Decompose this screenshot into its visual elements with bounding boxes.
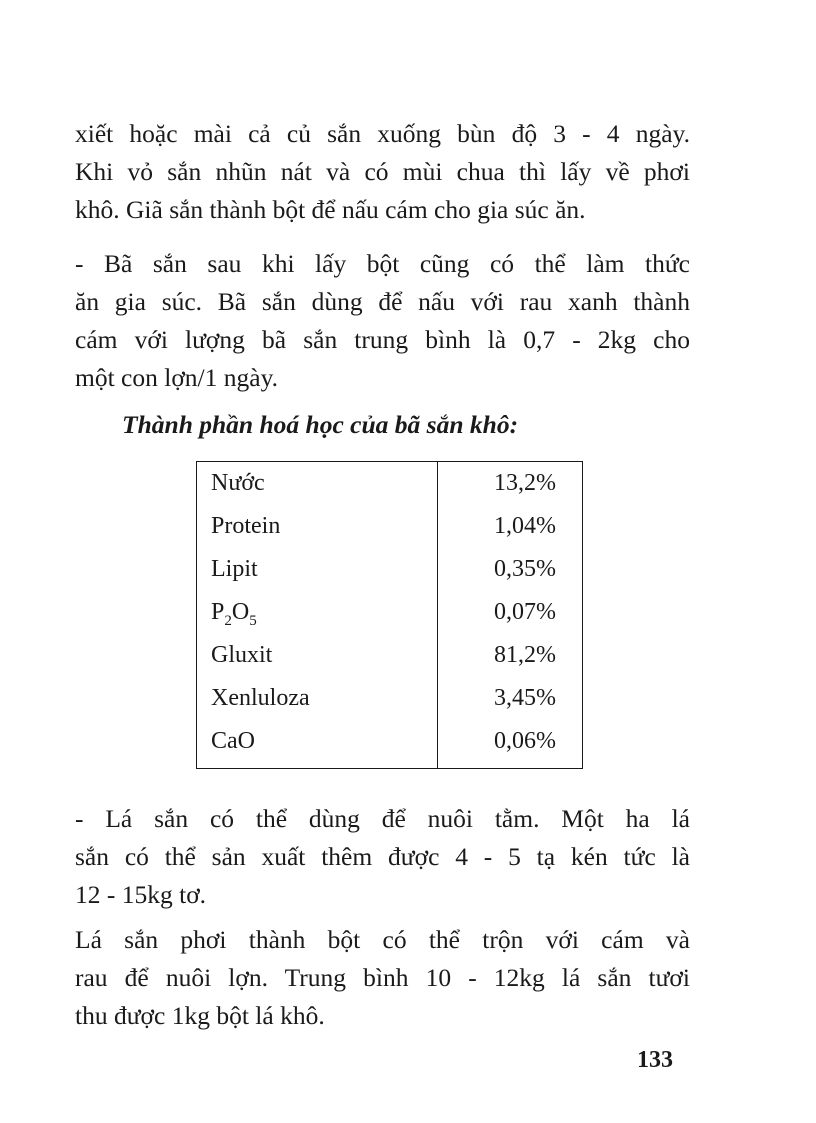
text-line: khô. Giã sắn thành bột để nấu cám cho gia súc ăn. (75, 195, 586, 224)
table-row (197, 677, 582, 720)
formula-subscript: 5 (249, 612, 257, 629)
component-name: Lipit (211, 556, 258, 582)
paragraph-cassava-leaves-silkworm (75, 800, 690, 914)
component-name: Nước (211, 470, 265, 496)
table-row (197, 505, 582, 548)
text-line: 12 - 15kg tơ. (75, 880, 207, 909)
paragraph-leaf-powder (75, 921, 690, 1035)
text-line: ăn gia súc. Bã sắn dùng để nấu với rau xanh thành (75, 287, 690, 316)
component-value: 81,2% (494, 642, 556, 668)
table-row (197, 634, 582, 677)
paragraph-cassava-residue (75, 245, 690, 397)
component-value: 0,07% (494, 599, 556, 625)
text-line: một con lợn/1 ngày. (75, 363, 279, 392)
text-line: Lá sắn phơi thành bột có thể trộn với cám và (75, 925, 690, 954)
formula-part: P (211, 599, 225, 625)
component-name: CaO (211, 728, 255, 754)
component-name: Gluxit (211, 642, 273, 668)
formula-subscript: 2 (224, 612, 232, 629)
text-line: cám với lượng bã sắn trung bình là 0,7 - 2kg cho (75, 325, 690, 354)
text-line: rau để nuôi lợn. Trung bình 10 - 12kg lá sắn tươi (75, 963, 690, 992)
component-name: Protein (211, 513, 281, 539)
component-value: 0,35% (494, 556, 556, 582)
table-row (197, 462, 582, 505)
text-line: xiết hoặc mài cả củ sắn xuống bùn độ 3 - 4 ngày. (75, 119, 690, 148)
table-row (197, 720, 582, 763)
text-line: thu được 1kg bột lá khô. (75, 1001, 325, 1030)
text-line: sắn có thể sản xuất thêm được 4 - 5 tạ kén tức là (75, 842, 690, 871)
composition-table (196, 461, 583, 769)
component-value: 3,45% (494, 685, 556, 711)
component-name: Xenluloza (211, 685, 310, 711)
component-value: 13,2% (494, 470, 556, 496)
table-row (197, 548, 582, 591)
text-line: Khi vỏ sắn nhũn nát và có mùi chua thì lấy về phơi (75, 157, 690, 186)
component-value: 1,04% (494, 513, 556, 539)
text-line: - Bã sắn sau khi lấy bột cũng có thể làm thức (75, 249, 690, 278)
table-caption: Thành phần hoá học của bã sắn khô: (122, 410, 519, 439)
component-name-p2o5 (211, 591, 257, 634)
page-number: 133 (637, 1047, 673, 1073)
paragraph-cassava-soaking (75, 115, 690, 229)
formula-part: O (231, 599, 250, 625)
component-value: 0,06% (494, 728, 556, 754)
table-row (197, 591, 582, 634)
text-line: - Lá sắn có thể dùng để nuôi tằm. Một ha lá (75, 804, 690, 833)
